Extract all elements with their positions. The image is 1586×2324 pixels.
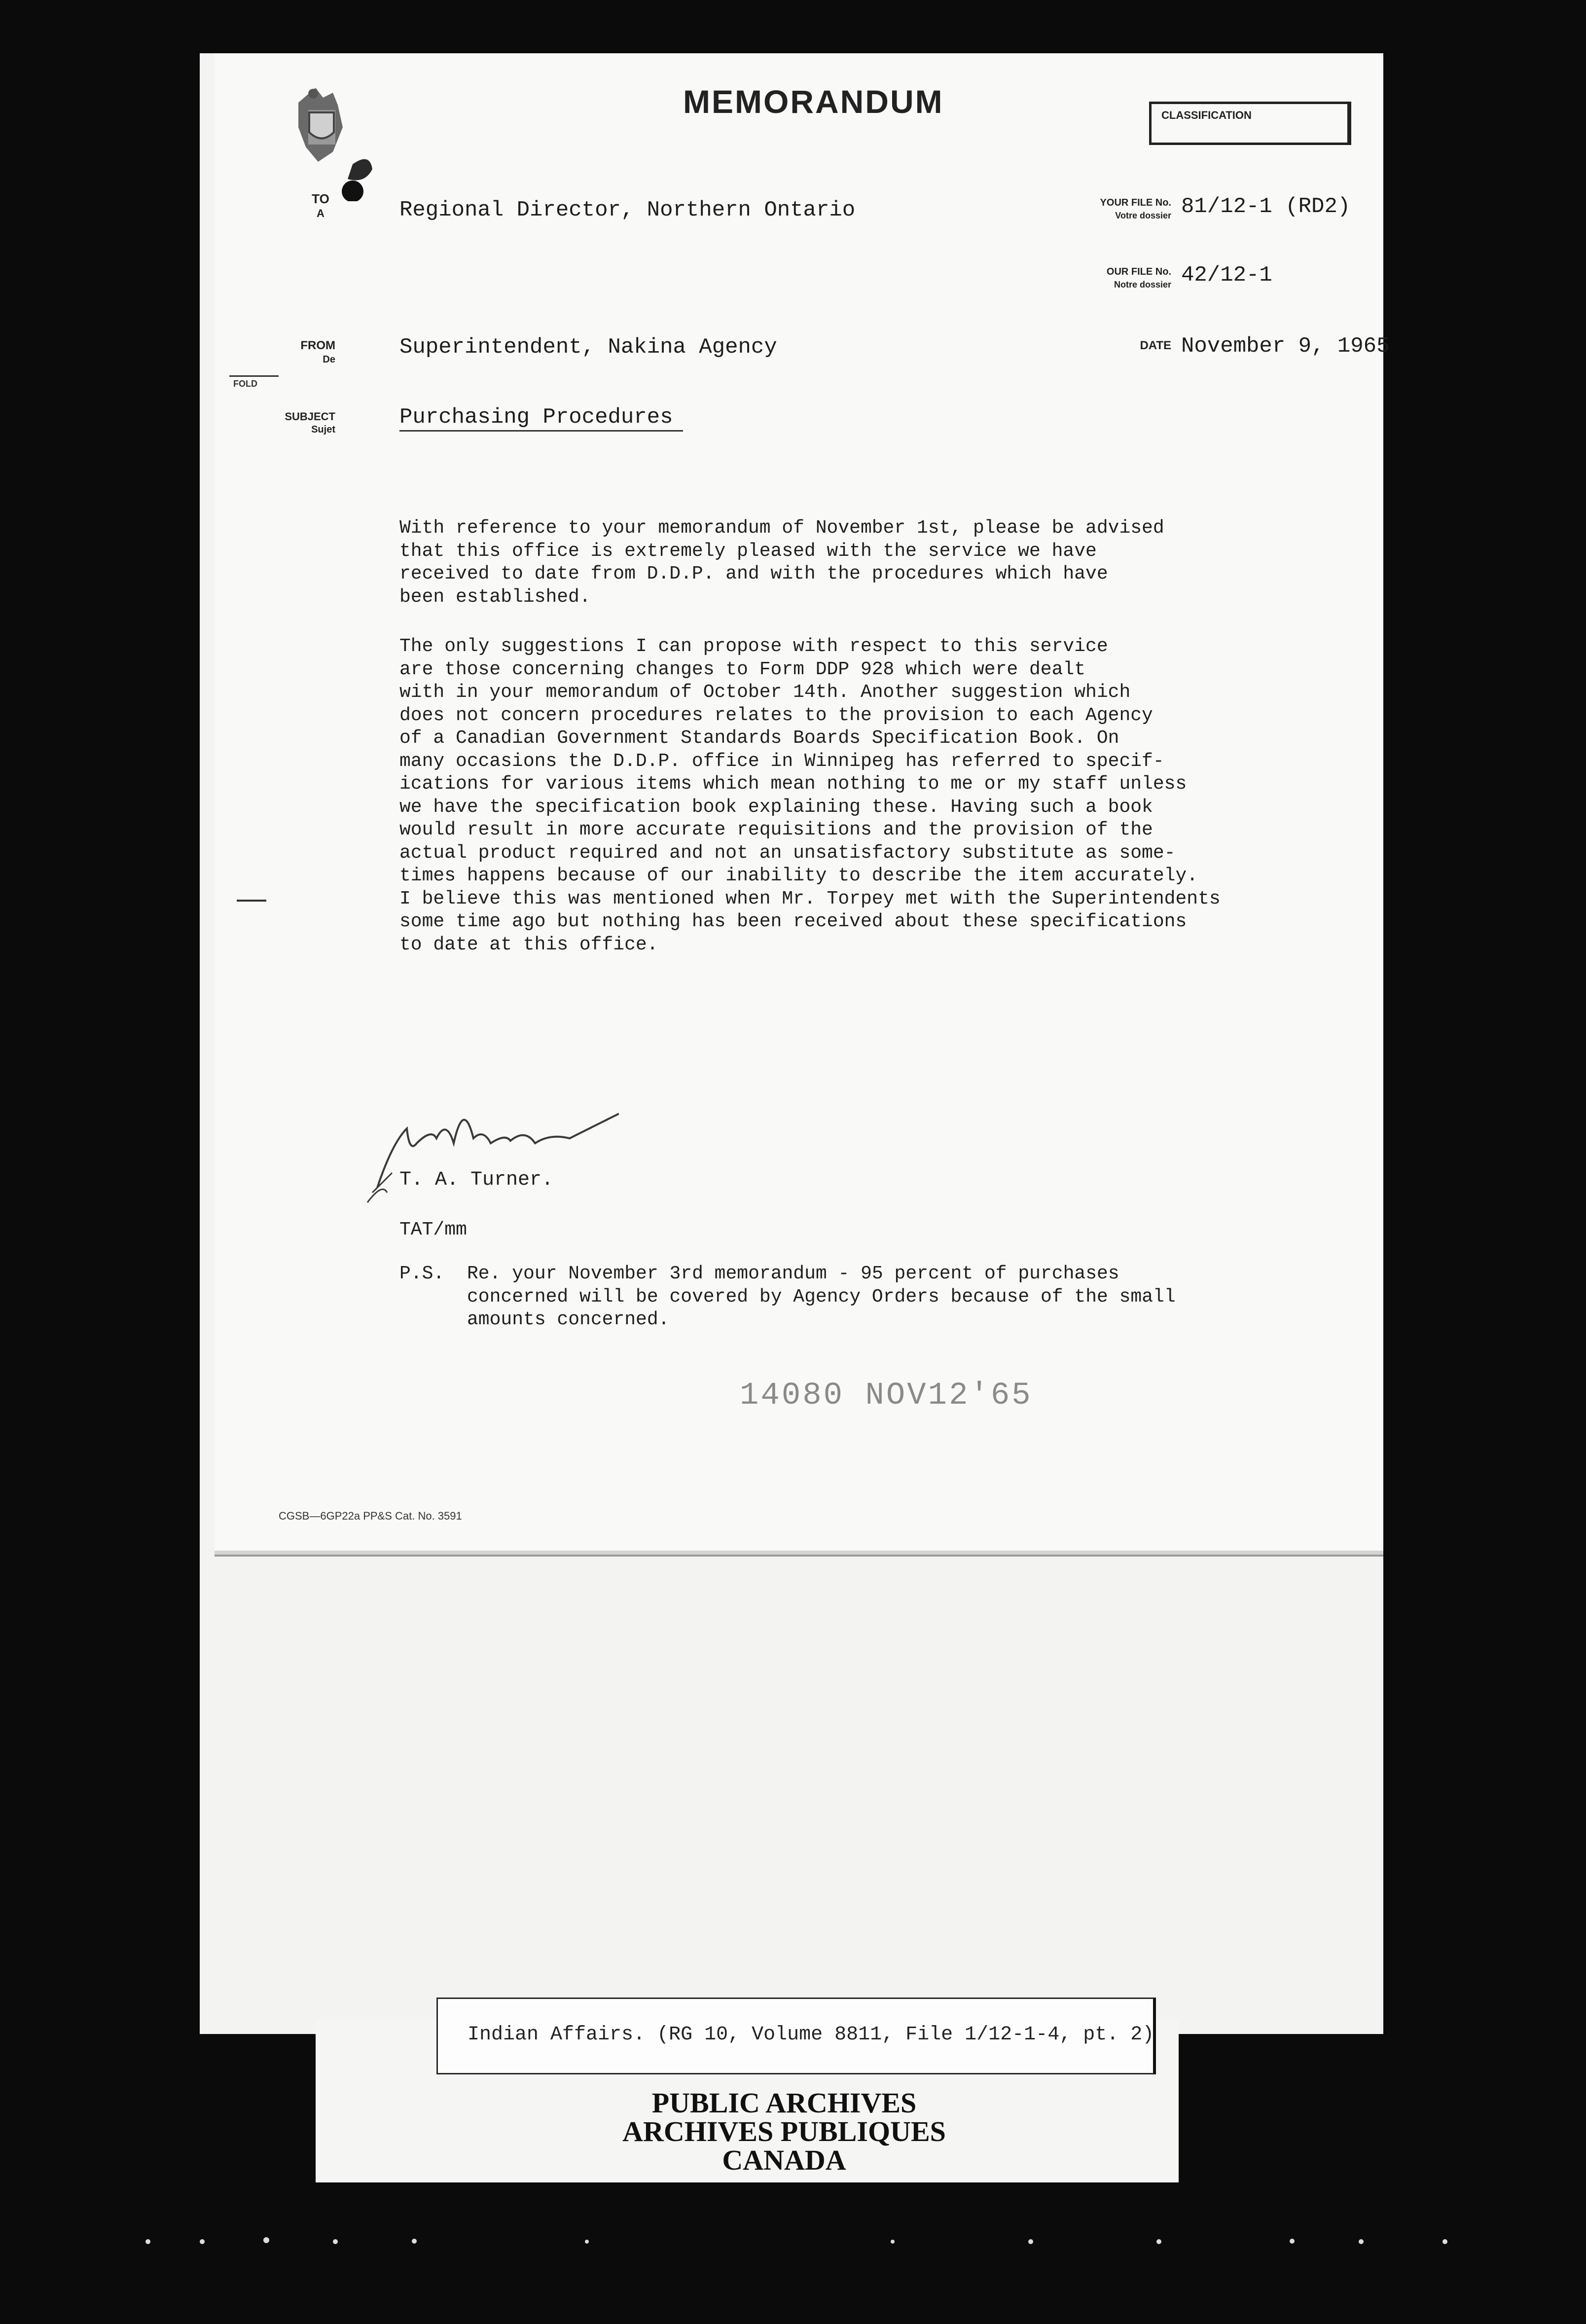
memorandum-sheet [215,53,1390,1551]
archive-reference: Indian Affairs. (RG 10, Volume 8811, File 1/12-1-4, pt. 2) [468,2024,1154,2046]
classification-box [1149,102,1351,145]
your-file-label: YOUR FILE No. [1100,197,1171,208]
body-paragraph-1 [399,517,1164,609]
to-label: TO [312,191,329,206]
subject-value: Purchasing Procedures [399,404,683,432]
body-line: would result in more accurate requisitions and the provision of the [399,819,1153,840]
date-label: DATE [1140,339,1171,352]
body-line: I believe this was mentioned when Mr. Torpey met with the Superintendents [399,888,1221,909]
body-line: with in your memorandum of October 14th. Another suggestion which [399,682,1131,703]
public-archives-stamp [513,2089,1055,2175]
body-line: we have the specification book explaining these. Having such a book [399,796,1153,818]
typist-initials: TAT/mm [399,1219,467,1240]
from-value: Superintendent, Nakina Agency [399,335,777,360]
classification-label: CLASSIFICATION [1161,109,1252,121]
signature-name: T. A. Turner. [399,1169,554,1191]
body-line: of a Canadian Government Standards Boards Specification Book. On [399,727,1119,749]
body-line: some time ago but nothing has been received about these specifications [399,911,1187,932]
date-value: November 9, 1965 [1181,334,1390,359]
from-label-fr: De [323,354,335,365]
archive-stamp-line: PUBLIC ARCHIVES [651,2087,917,2119]
body-line: received to date from D.D.P. and with the procedures which have [399,563,1108,584]
body-line: actual product required and not an unsatisfactory substitute as some- [399,842,1176,864]
our-file-label: OUR FILE No. [1106,266,1171,277]
subject-label-fr: Sujet [311,424,335,435]
our-file-label-fr: Notre dossier [1114,280,1171,290]
fold-label: FOLD [233,379,257,389]
archive-stamp-line: ARCHIVES PUBLIQUES [622,2115,946,2147]
body-paragraph-2 [399,635,1221,956]
archive-reference-box [436,1997,1156,2074]
our-file-value: 42/12-1 [1181,263,1272,288]
body-line: The only suggestions I can propose with respect to this service [399,636,1108,657]
from-label: FROM [300,339,335,352]
coat-of-arms-icon [279,83,377,204]
fold-line [229,375,279,377]
film-edge-specks [143,2234,1475,2249]
body-line: ications for various items which mean nothing to me or my staff unless [399,773,1187,795]
body-line: that this office is extremely pleased with the service we have [399,540,1097,562]
ps-line: amounts concerned. [467,1309,670,1330]
margin-mark [237,900,266,902]
subject-label: SUBJECT [285,410,335,423]
form-number: CGSB—6GP22a PP&S Cat. No. 3591 [279,1510,462,1522]
body-line: been established. [399,586,591,608]
memo-title: MEMORANDUM [683,83,944,120]
body-line: many occasions the D.D.P. office in Winnipeg has referred to specif- [399,750,1164,772]
received-stamp: 14080 NOV12'65 [740,1378,1033,1414]
to-value: Regional Director, Northern Ontario [399,198,856,222]
ps-line: concerned will be covered by Agency Orders because of the small [467,1286,1176,1307]
archive-page [200,53,1390,2034]
your-file-label-fr: Votre dossier [1115,211,1171,220]
ps-label: P.S. [399,1263,445,1284]
body-line: to date at this office. [399,934,658,955]
signature-scribble [362,1069,619,1215]
postscript-text [467,1263,1176,1332]
body-line: With reference to your memorandum of November 1st, please be advised [399,517,1164,539]
archive-stamp-line: CANADA [722,2144,846,2176]
body-line: does not concern procedures relates to the provision to each Agency [399,704,1153,726]
body-line: times happens because of our inability to describe the item accurately. [399,865,1198,886]
to-label-fr: A [317,207,324,219]
ps-line: Re. your November 3rd memorandum - 95 percent of purchases [467,1263,1119,1284]
your-file-value: 81/12-1 (RD2) [1181,194,1351,219]
body-line: are those concerning changes to Form DDP 928 which were dealt [399,658,1086,680]
